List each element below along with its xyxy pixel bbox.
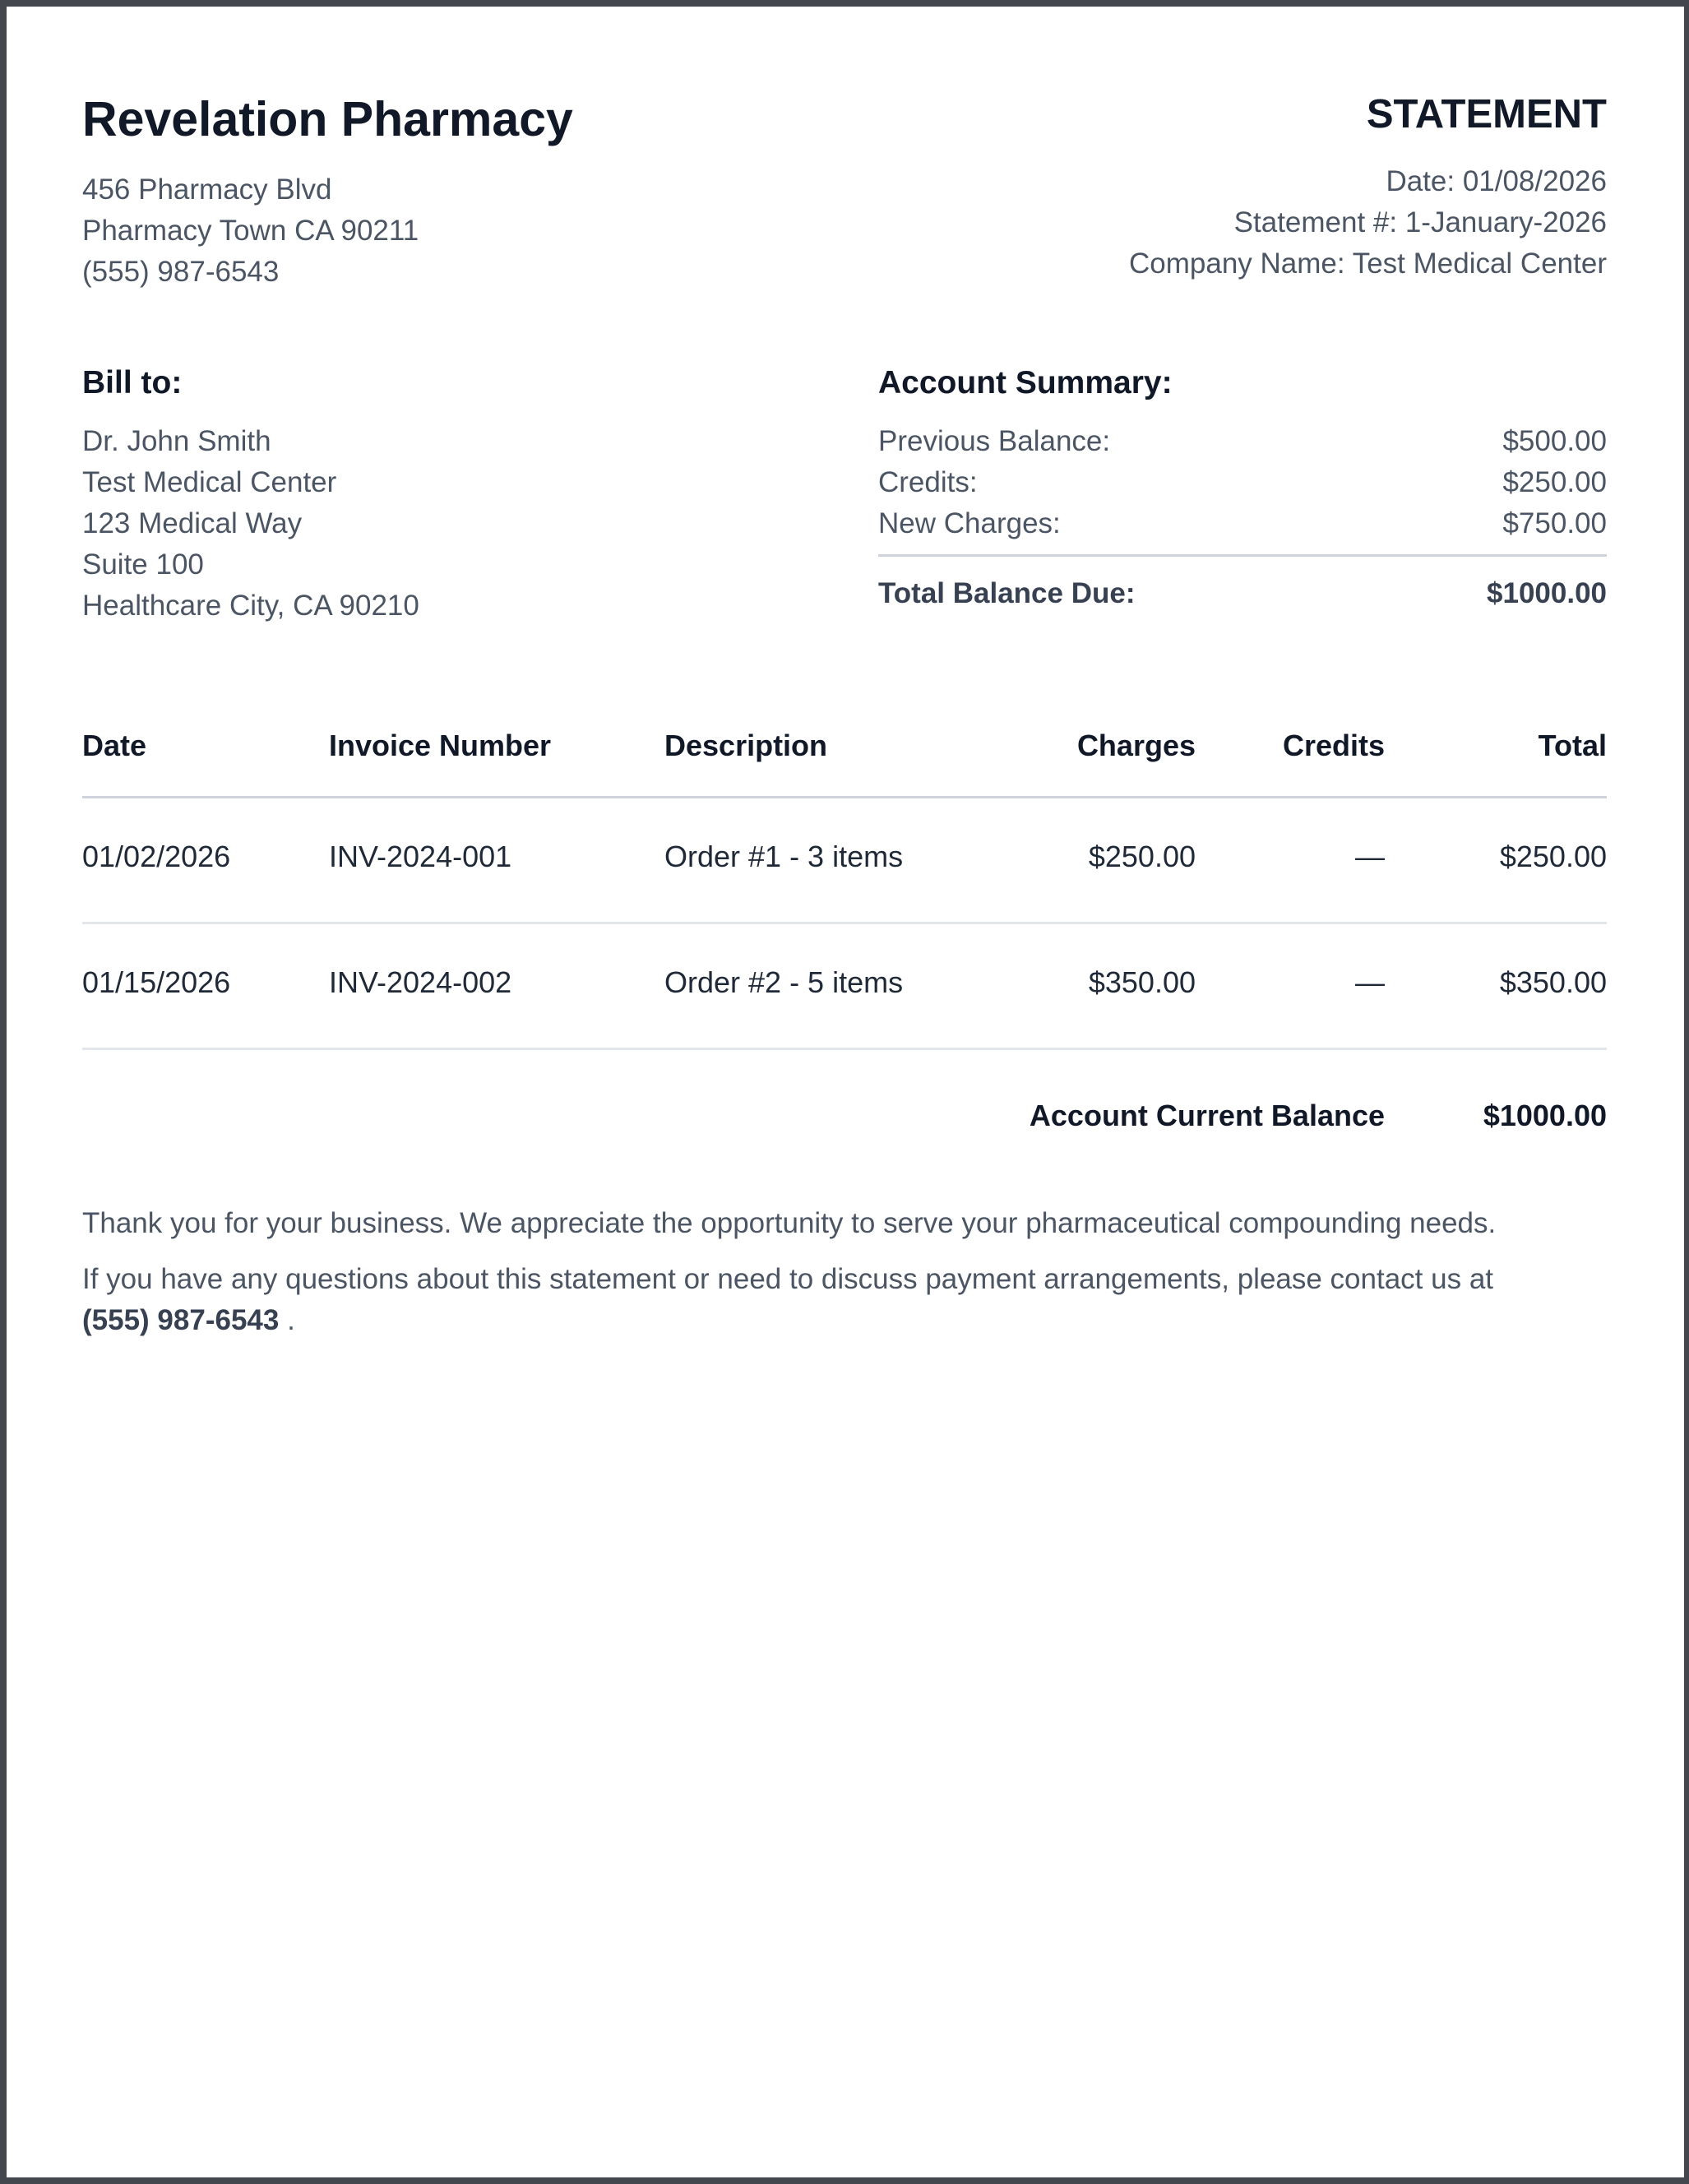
- table-header-row: [82, 714, 1607, 798]
- statement-date: Date: 01/08/2026: [1386, 165, 1607, 197]
- row-credits: —: [1355, 840, 1385, 873]
- company-address-line1: 456 Pharmacy Blvd: [82, 174, 332, 206]
- row-total: $350.00: [1499, 965, 1607, 999]
- summary-row-previous-balance: [878, 421, 1607, 462]
- contact-phone: (555) 987-6543: [82, 1304, 280, 1336]
- summary-label: New Charges:: [878, 507, 1061, 539]
- summary-divider: [878, 554, 1607, 557]
- statement-company-name: Company Name: Test Medical Center: [1129, 248, 1607, 280]
- summary-row-new-charges: [878, 503, 1607, 544]
- summary-label: Credits:: [878, 465, 978, 498]
- footer-notes: [82, 1203, 1607, 1356]
- bill-to-section: [82, 364, 419, 627]
- contact-text: If you have any questions about this statement or need to discuss payment arrangements, please contact us at: [82, 1263, 1494, 1295]
- bill-to-line: Dr. John Smith: [82, 424, 271, 457]
- summary-total-row: [878, 573, 1607, 614]
- header-credits: Credits: [1282, 729, 1385, 762]
- table-row: [82, 924, 1607, 1050]
- summary-value: $250.00: [1502, 465, 1607, 498]
- summary-value: $500.00: [1502, 424, 1607, 457]
- table-row: [82, 798, 1607, 924]
- bill-to-line: Test Medical Center: [82, 465, 337, 498]
- header-total: Total: [1538, 729, 1607, 762]
- row-total: $250.00: [1499, 840, 1607, 873]
- account-summary-section: [878, 364, 1607, 614]
- header-date: Date: [82, 729, 147, 762]
- bill-to-line: Healthcare City, CA 90210: [82, 589, 419, 622]
- row-date: 01/15/2026: [82, 965, 231, 999]
- total-balance-due-value: $1000.00: [1487, 576, 1607, 609]
- statement-meta: [1129, 161, 1607, 285]
- bill-to-heading: Bill to:: [82, 365, 183, 400]
- company-address: [82, 169, 419, 293]
- transactions-table: [82, 714, 1607, 1050]
- row-description: Order #2 - 5 items: [664, 965, 904, 999]
- account-summary-heading: Account Summary:: [878, 365, 1173, 400]
- statement-title: STATEMENT: [1366, 92, 1607, 136]
- company-address-line2: Pharmacy Town CA 90211: [82, 215, 419, 247]
- row-charges: $250.00: [1088, 840, 1196, 873]
- row-invoice-number: INV-2024-001: [329, 840, 512, 873]
- row-credits: —: [1355, 965, 1385, 999]
- summary-row-credits: [878, 462, 1607, 503]
- current-balance-label: Account Current Balance: [1029, 1099, 1385, 1132]
- current-balance-value: $1000.00: [1483, 1099, 1607, 1132]
- thank-you-note: Thank you for your business. We appreciate the opportunity to serve your pharmaceutical compounding needs.: [82, 1207, 1497, 1239]
- row-charges: $350.00: [1088, 965, 1196, 999]
- contact-end: .: [287, 1304, 295, 1336]
- header-invoice-number: Invoice Number: [329, 729, 552, 762]
- total-balance-due-label: Total Balance Due:: [878, 576, 1136, 609]
- account-current-balance: [82, 1099, 1607, 1140]
- contact-note: [82, 1259, 1607, 1341]
- statement-number: Statement #: 1-January-2026: [1233, 206, 1607, 238]
- summary-value: $750.00: [1502, 507, 1607, 539]
- company-phone: (555) 987-6543: [82, 256, 280, 288]
- statement-page: [7, 7, 1684, 2177]
- bill-to-line: Suite 100: [82, 548, 204, 581]
- row-description: Order #1 - 3 items: [664, 840, 904, 873]
- header-description: Description: [664, 729, 828, 762]
- company-name: Revelation Pharmacy: [82, 92, 573, 146]
- row-date: 01/02/2026: [82, 840, 231, 873]
- summary-label: Previous Balance:: [878, 424, 1111, 457]
- header-charges: Charges: [1076, 729, 1196, 762]
- row-invoice-number: INV-2024-002: [329, 965, 512, 999]
- bill-to-line: 123 Medical Way: [82, 507, 303, 539]
